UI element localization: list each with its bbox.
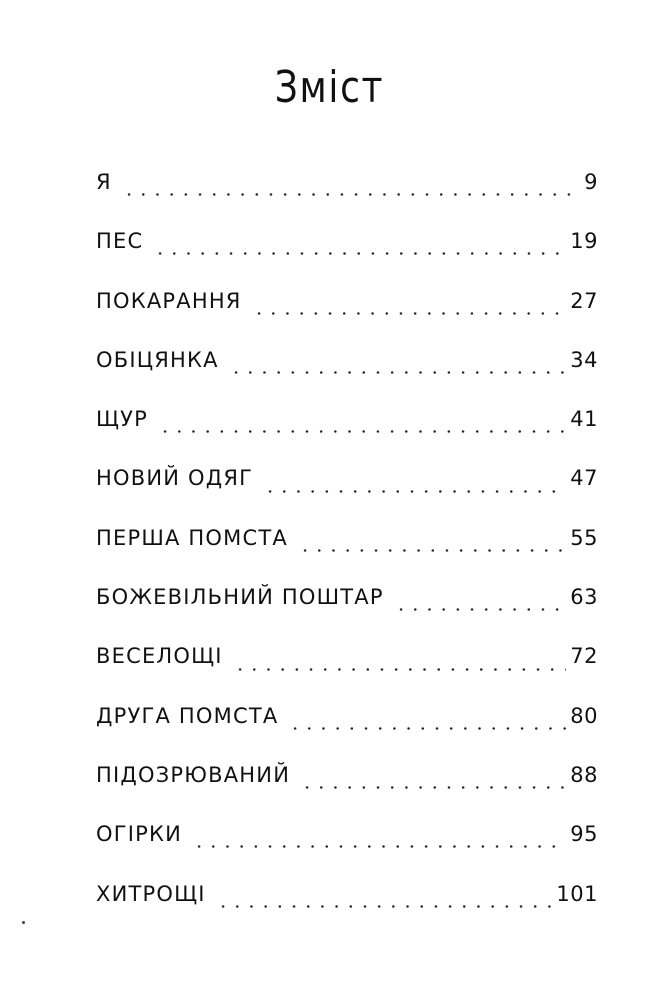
toc-entry-title: ВЕСЕЛОЩІ <box>96 644 223 669</box>
toc-entry-page-number: 9 <box>584 170 598 194</box>
toc-entry-title: ХИТРОЩІ <box>96 881 206 906</box>
toc-entry-page-number: 34 <box>570 347 598 372</box>
toc-entry[interactable] <box>96 279 598 338</box>
toc-entry[interactable] <box>96 872 598 931</box>
dot-leader <box>158 430 566 433</box>
dot-leader <box>252 312 567 315</box>
toc-entry-page-number: 88 <box>570 762 598 787</box>
toc-entry[interactable] <box>96 694 598 753</box>
table-of-contents <box>96 160 598 931</box>
toc-entry[interactable] <box>96 575 598 634</box>
toc-entry[interactable] <box>96 397 598 456</box>
toc-entry[interactable] <box>96 338 598 397</box>
print-speck <box>22 921 25 924</box>
toc-entry-title: ЩУР <box>96 407 149 432</box>
toc-entry-title: БОЖЕВІЛЬНИЙ ПОШТАР <box>96 585 384 610</box>
dot-leader <box>394 608 567 611</box>
toc-entry[interactable] <box>96 634 598 693</box>
toc-entry-page-number: 47 <box>570 466 598 491</box>
toc-entry[interactable] <box>96 160 598 219</box>
toc-entry-title: ПІДОЗРЮВАНИЙ <box>96 762 291 787</box>
toc-entry-title: ПЕС <box>96 229 144 254</box>
toc-entry-page-number: 101 <box>556 881 598 906</box>
toc-entry-title: ОГІРКИ <box>96 822 183 847</box>
toc-entry-title: ДРУГА ПОМСТА <box>96 703 279 728</box>
toc-entry-title: НОВИЙ ОДЯГ <box>96 466 254 491</box>
toc-entry-page-number: 72 <box>570 644 598 669</box>
toc-entry-page-number: 80 <box>570 703 598 728</box>
dot-leader <box>233 668 567 671</box>
toc-entry-page-number: 55 <box>570 525 598 550</box>
page-title: Зміст <box>274 62 385 113</box>
toc-entry-title: Я <box>96 170 112 194</box>
dot-leader <box>298 549 566 552</box>
dot-leader <box>300 786 566 789</box>
dot-leader <box>122 193 580 196</box>
toc-entry-page-number: 63 <box>570 585 598 610</box>
toc-entry-page-number: 27 <box>570 288 598 313</box>
toc-entry[interactable] <box>96 516 598 575</box>
toc-entry-page-number: 41 <box>570 407 598 432</box>
dot-leader <box>229 371 567 374</box>
toc-entry[interactable] <box>96 812 598 871</box>
toc-entry[interactable] <box>96 456 598 515</box>
dot-leader <box>288 727 566 730</box>
toc-entry-title: ОБІЦЯНКА <box>96 347 219 372</box>
dot-leader <box>153 252 566 255</box>
toc-entry[interactable] <box>96 219 598 278</box>
dot-leader <box>216 905 553 908</box>
toc-entry-title: ПОКАРАННЯ <box>96 288 242 313</box>
toc-entry-page-number: 95 <box>570 822 598 847</box>
toc-entry[interactable] <box>96 753 598 812</box>
dot-leader <box>192 845 566 848</box>
toc-entry-page-number: 19 <box>570 229 598 254</box>
toc-entry-title: ПЕРША ПОМСТА <box>96 525 288 550</box>
dot-leader <box>263 490 566 493</box>
